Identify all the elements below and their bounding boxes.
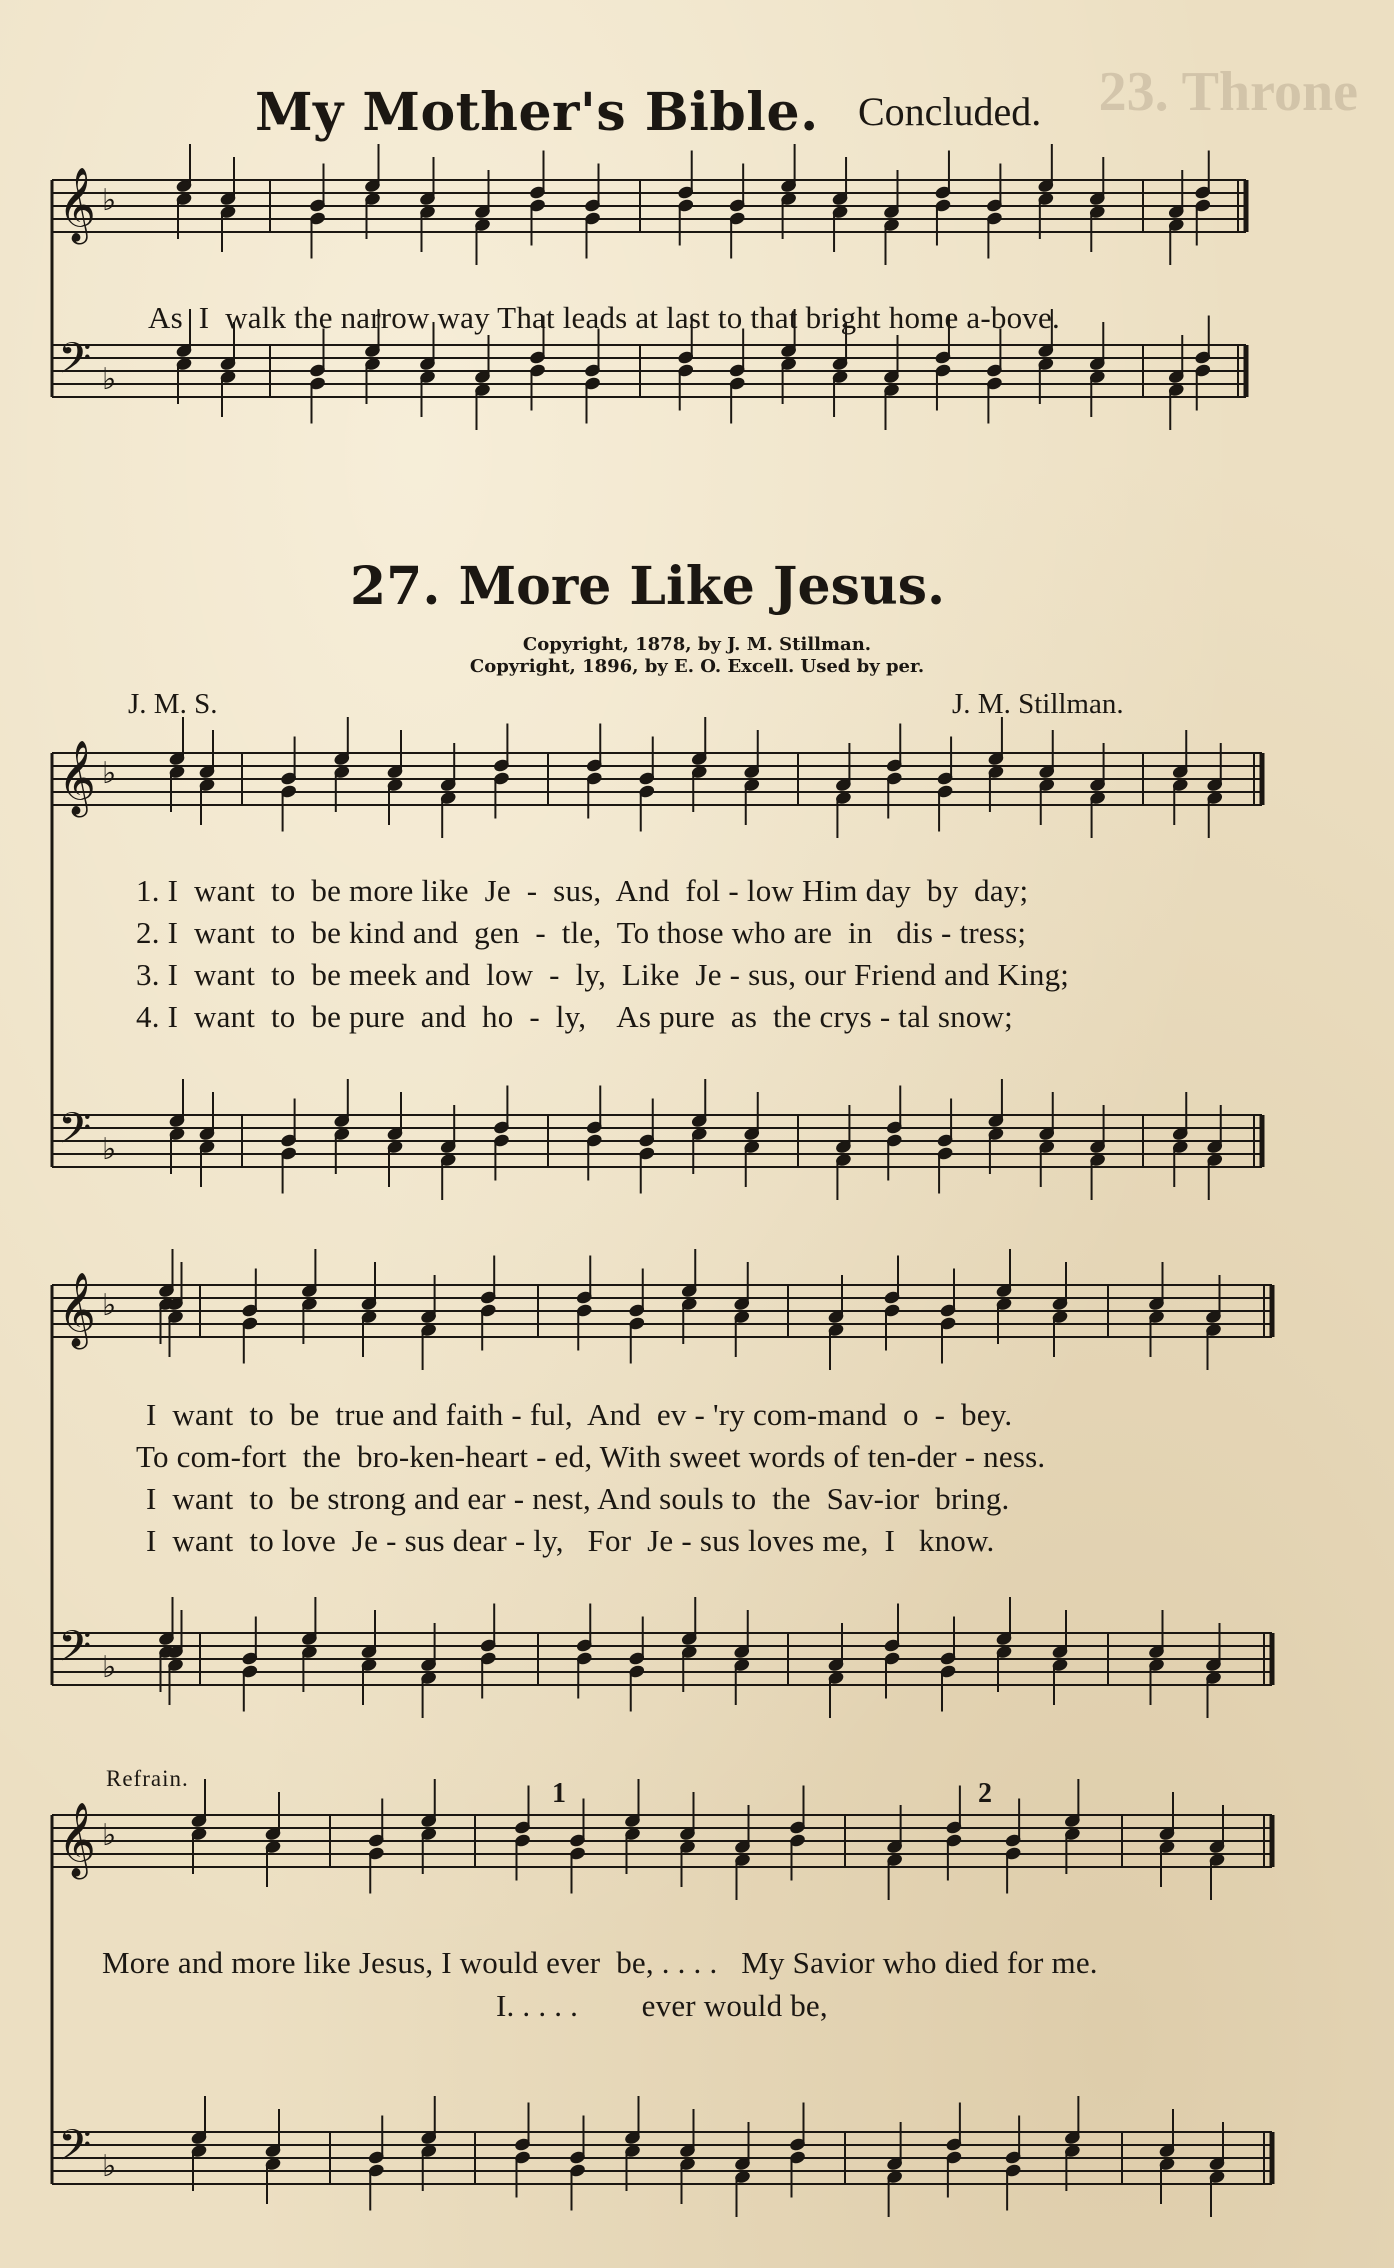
verse-2a: 2. I want to be kind and gen - tle, To those who are in dis - tress; [136,915,1027,950]
song1-title: My Mother's Bible. [255,82,819,143]
svg-text:♭: ♭ [102,1288,117,1323]
svg-text:♭: ♭ [102,1818,117,1853]
svg-text:𝄞: 𝄞 [58,741,96,815]
verse-4b: I want to love Je - sus dear - ly, For Je - sus loves me, I know. [146,1523,995,1558]
ending-2-label: 2 [978,1778,992,1809]
svg-text:𝄢: 𝄢 [58,1622,92,1682]
refrain-label: Refrain. [106,1766,189,1791]
svg-text:𝄢: 𝄢 [58,2121,92,2181]
verse-3a: 3. I want to be meek and low - ly, Like Je - sus, our Friend and King; [136,957,1070,992]
song2-title: 27. More Like Jesus. [350,556,946,617]
svg-text:𝄞: 𝄞 [58,1273,96,1347]
verse-2b: To com-fort the bro-ken-heart - ed, With sweet words of ten-der - ness. [136,1439,1046,1474]
svg-text:♭: ♭ [102,1132,117,1167]
refrain-lyric-1: More and more like Jesus, I would ever be, . . . . My Savior who died for me. [102,1945,1098,1980]
svg-text:♭: ♭ [102,2149,117,2184]
verse-1a: 1. I want to be more like Je - sus, And fol - low Him day by day; [136,873,1029,908]
music-credit: J. M. Stillman. [952,688,1124,720]
svg-text:𝄢: 𝄢 [58,334,92,394]
svg-text:♭: ♭ [102,756,117,791]
song1-lyric: As I walk the narrow way That leads at last to that bright home a-bove. [148,300,1060,335]
svg-text:♭: ♭ [102,183,117,218]
svg-text:𝄞: 𝄞 [58,168,96,242]
words-credit: J. M. S. [128,688,218,720]
copyright-line-2: Copyright, 1896, by E. O. Excell. Used by per. [469,656,925,677]
song1-status: Concluded. [858,89,1042,134]
refrain-lyric-2: I. . . . . ever would be, [496,1988,828,2023]
verse-1b: I want to be true and faith - ful, And ev - 'ry com-mand o - bey. [146,1397,1013,1432]
svg-text:♭: ♭ [102,362,117,397]
svg-text:𝄞: 𝄞 [58,1803,96,1877]
svg-text:♭: ♭ [102,1650,117,1685]
bleed-through-header: 23. Throne [1098,61,1358,123]
svg-text:𝄢: 𝄢 [58,1104,92,1164]
verse-3b: I want to be strong and ear - nest, And souls to the Sav-ior bring. [146,1481,1010,1516]
ending-1-label: 1 [552,1778,566,1809]
verse-4a: 4. I want to be pure and ho - ly, As pure as the crys - tal snow; [136,999,1013,1034]
copyright-line-1: Copyright, 1878, by J. M. Stillman. [522,634,872,655]
